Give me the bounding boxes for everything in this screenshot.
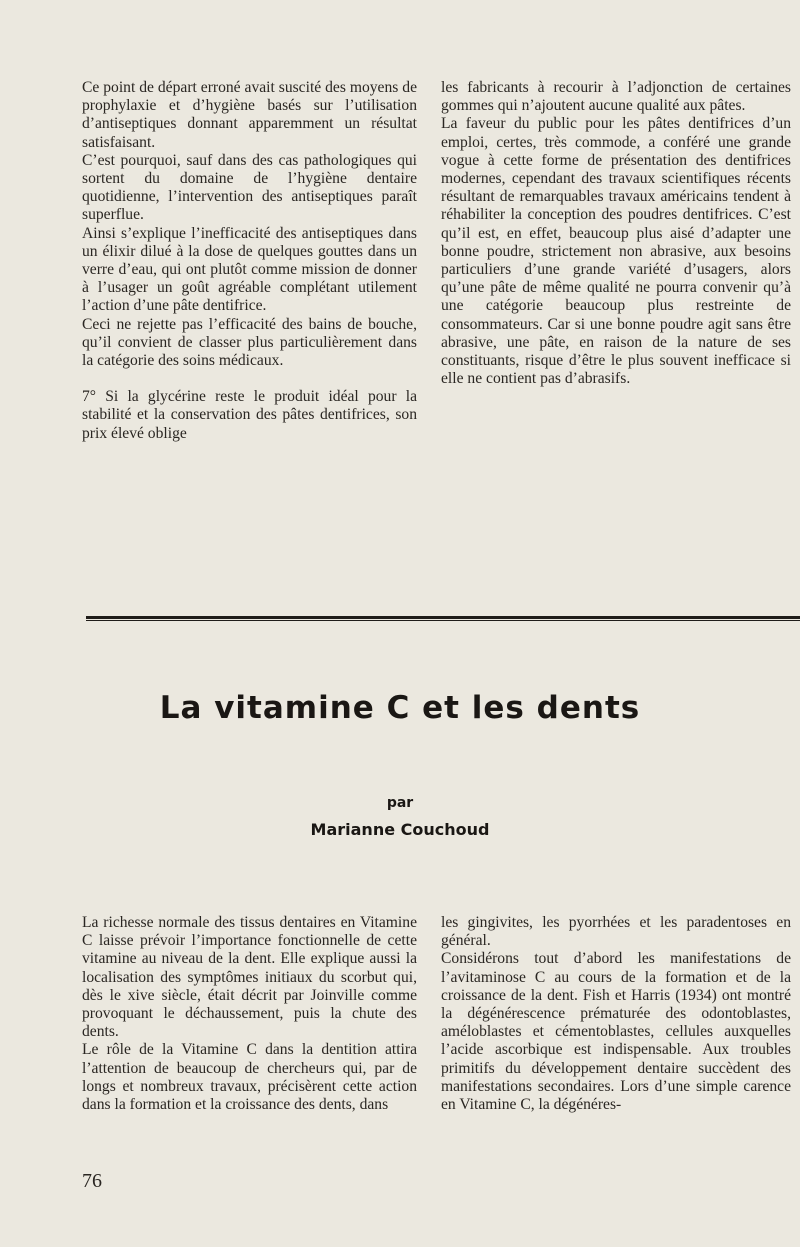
paragraph: C’est pourquoi, sauf dans des cas pathologiques qui sortent du domaine de l’hygiène dentaire quotidienne, l’intervention des antiseptiques paraît superflue. (82, 151, 417, 224)
bottom-left-column (82, 914, 417, 1114)
top-left-column (82, 79, 417, 443)
paragraph: 7° Si la glycérine reste le produit idéal pour la stabilité et la conservation des pâtes dentifrices, son prix élevé oblige (82, 388, 417, 442)
paragraph: Le rôle de la Vitamine C dans la dentition attira l’attention de beaucoup de chercheurs qui, par de longs et nombreux travaux, précisèrent cette action dans la formation et la croissance des dents, dans (82, 1041, 417, 1114)
article-title: La vitamine C et les dents (159, 690, 641, 726)
author-name: Marianne Couchoud (310, 820, 490, 839)
page-number: 76 (82, 1170, 102, 1192)
byline-par: par (386, 795, 414, 811)
paragraph: La richesse normale des tissus dentaires en Vitamine C laisse prévoir l’importance fonctionnelle de cette vitamine au niveau de la dent. Elle explique aussi la localisation des symptômes initiaux du scorbut qui, dès le xive siècle, était décrit par Joinville comme provoquant le déchaussement, puis la chute des dents. (82, 914, 417, 1041)
paragraph: Considérons tout d’abord les manifestations de l’avitaminose C au cours de la formation et de la croissance de la dent. Fish et Harris (1934) ont montré la dégénérescence prématurée des odontoblastes, améloblastes et cémentoblastes, cellules auxquelles l’acide ascorbique est indispensable. Aux troubles primitifs du développement dentaire succèdent des manifestations secondaires. Lors d’une simple carence en Vitamine C, la dégénéres- (441, 950, 791, 1114)
paragraph: Ceci ne rejette pas l’efficacité des bains de bouche, qu’il convient de classer plus particulièrement dans la catégorie des soins médicaux. (82, 315, 417, 370)
top-right-column (441, 79, 791, 388)
section-divider-thin (86, 620, 800, 621)
section-divider (86, 616, 800, 619)
paragraph: les fabricants à recourir à l’adjonction de certaines gommes qui n’ajoutent aucune qualité aux pâtes. (441, 79, 791, 115)
paragraph: La faveur du public pour les pâtes dentifrices d’un emploi, certes, très commode, a conféré une grande vogue à cette forme de présentation des dentifrices modernes, cependant des travaux scientifiques récents résultant de remarquables travaux américains tendent à réhabiliter la conception des poudres dentifrices. C’est qu’il est, en effet, beaucoup plus aisé d’adapter une bonne poudre, strictement non abrasive, aux besoins particuliers d’une grande variété d’usagers, alors qu’une pâte de même qualité ne pourra convenir qu’à une catégorie beaucoup plus restreinte de consommateurs. Car si une bonne poudre agit sans être abrasive, une pâte, en raison de la nature de ses constituants, risque d’être le plus souvent inefficace si elle ne contient pas d’abrasifs. (441, 115, 791, 388)
paragraph: Ce point de départ erroné avait suscité des moyens de prophylaxie et d’hygiène basés sur l’utilisation d’antiseptiques donnant apparemment un résultat satisfaisant. (82, 79, 417, 151)
bottom-right-column (441, 914, 791, 1114)
paragraph: Ainsi s’explique l’inefficacité des antiseptiques dans un élixir dilué à la dose de quelques gouttes dans un verre d’eau, qui ont plutôt comme mission de donner à l’usager un goût agréable complétant utilement l’action d’une pâte dentifrice. (82, 224, 417, 315)
paragraph: les gingivites, les pyorrhées et les paradentoses en général. (441, 914, 791, 950)
